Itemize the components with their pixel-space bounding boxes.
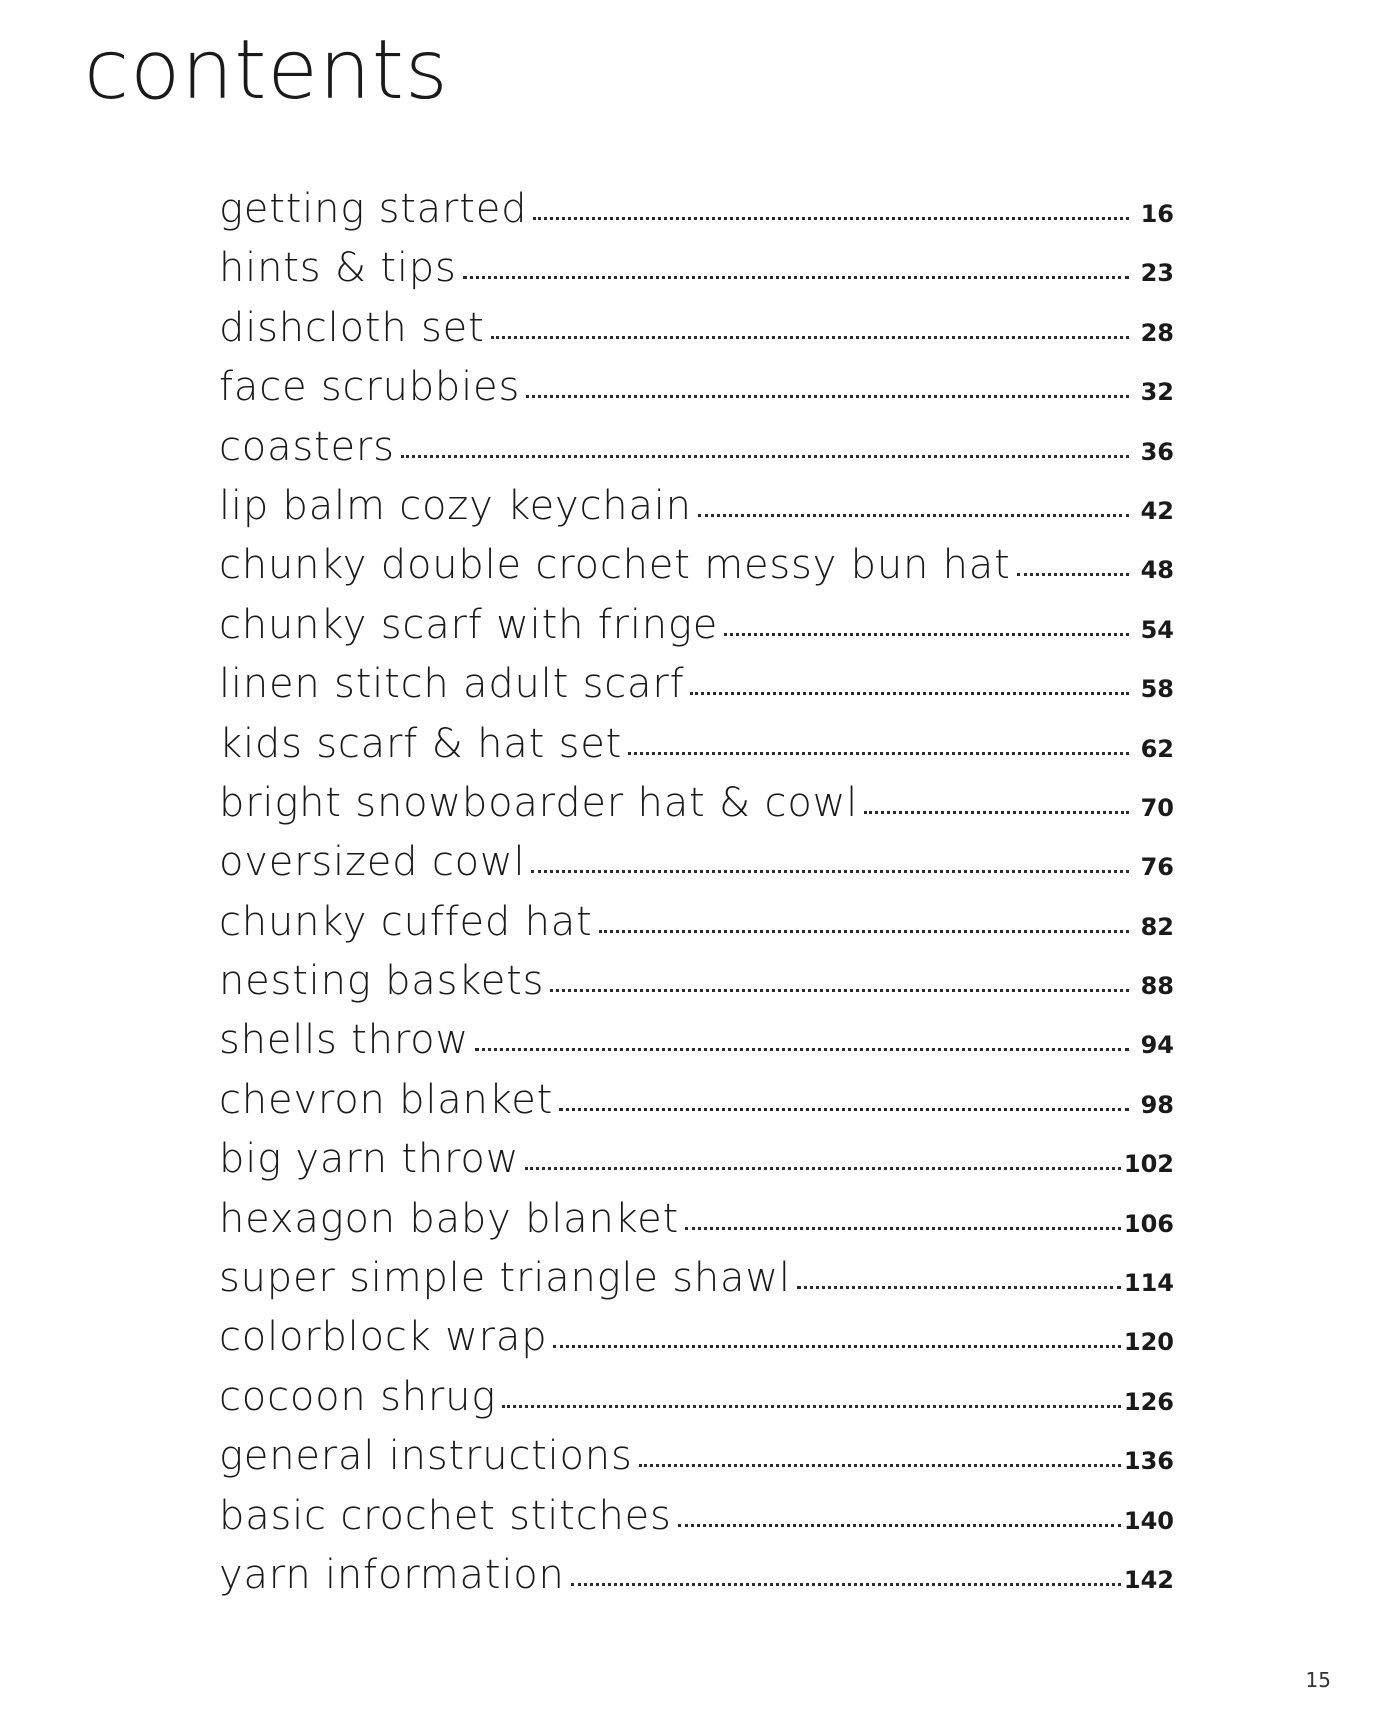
dot-leader — [553, 1344, 1120, 1348]
toc-entry[interactable] — [219, 1375, 1174, 1434]
toc-entry[interactable] — [219, 1137, 1174, 1196]
toc-entry-page: 98 — [1140, 1090, 1174, 1119]
toc-entry[interactable] — [219, 900, 1174, 959]
toc-entry-title: chunky double crochet messy bun hat — [219, 542, 1011, 589]
toc-entry[interactable] — [219, 662, 1174, 721]
toc-entry-title: basic crochet stitches — [219, 1492, 672, 1539]
toc-entry[interactable] — [219, 365, 1174, 424]
table-of-contents — [219, 187, 1174, 1612]
toc-entry-page: 142 — [1123, 1565, 1174, 1594]
toc-entry-page: 76 — [1140, 853, 1174, 882]
toc-entry-title: yarn information — [219, 1551, 565, 1598]
dot-leader — [525, 1166, 1121, 1170]
page-number: 15 — [1305, 1668, 1331, 1692]
toc-entry-page: 88 — [1140, 972, 1174, 1001]
toc-entry-title: general instructions — [219, 1433, 633, 1480]
toc-entry[interactable] — [219, 306, 1174, 365]
toc-entry[interactable] — [219, 246, 1174, 305]
toc-entry[interactable] — [219, 1197, 1174, 1256]
toc-entry-title: nesting baskets — [219, 958, 545, 1005]
toc-entry-title: big yarn throw — [219, 1136, 520, 1183]
dot-leader — [401, 454, 1129, 458]
toc-entry[interactable] — [219, 425, 1174, 484]
toc-entry-page: 54 — [1140, 615, 1174, 644]
toc-entry-page: 48 — [1140, 556, 1174, 585]
toc-entry-title: shells throw — [219, 1017, 469, 1064]
dot-leader — [685, 1226, 1121, 1230]
dot-leader — [559, 1107, 1129, 1111]
toc-entry[interactable] — [219, 484, 1174, 543]
toc-entry-title: oversized cowl — [219, 839, 526, 886]
toc-entry[interactable] — [219, 1018, 1174, 1077]
toc-entry-title: hexagon baby blanket — [219, 1195, 680, 1242]
toc-entry-page: 136 — [1123, 1447, 1174, 1476]
toc-entry[interactable] — [219, 722, 1174, 781]
toc-entry-title: colorblock wrap — [219, 1314, 548, 1361]
toc-entry-title: dishcloth set — [219, 304, 485, 351]
page-title: contents — [84, 23, 449, 118]
toc-entry-page: 102 — [1123, 1150, 1174, 1179]
dot-leader — [531, 869, 1129, 873]
dot-leader — [678, 1523, 1121, 1527]
dot-leader — [491, 335, 1129, 339]
toc-entry-page: 23 — [1140, 259, 1174, 288]
dot-leader — [628, 751, 1129, 755]
dot-leader — [1017, 572, 1129, 576]
dot-leader — [639, 1463, 1121, 1467]
toc-entry-page: 42 — [1140, 496, 1174, 525]
toc-entry[interactable] — [219, 1315, 1174, 1374]
toc-entry-page: 28 — [1140, 318, 1174, 347]
toc-entry-title: chevron blanket — [219, 1076, 554, 1123]
toc-entry-title: coasters — [219, 423, 395, 470]
toc-entry-page: 58 — [1140, 675, 1174, 704]
toc-entry-page: 32 — [1140, 378, 1174, 407]
toc-entry[interactable] — [219, 603, 1174, 662]
toc-entry-title: hints & tips — [219, 245, 457, 292]
toc-entry-page: 94 — [1140, 1031, 1174, 1060]
dot-leader — [550, 988, 1129, 992]
dot-leader — [463, 275, 1129, 279]
toc-entry[interactable] — [219, 959, 1174, 1018]
toc-entry[interactable] — [219, 1434, 1174, 1493]
dot-leader — [526, 394, 1129, 398]
toc-entry-page: 106 — [1123, 1209, 1174, 1238]
toc-entry-title: face scrubbies — [219, 364, 521, 411]
toc-entry-page: 70 — [1140, 793, 1174, 822]
dot-leader — [533, 216, 1129, 220]
dot-leader — [599, 929, 1129, 933]
toc-entry[interactable] — [219, 187, 1174, 246]
dot-leader — [571, 1582, 1121, 1586]
toc-entry-title: lip balm cozy keychain — [219, 482, 692, 529]
toc-entry[interactable] — [219, 1256, 1174, 1315]
dot-leader — [502, 1404, 1121, 1408]
toc-entry[interactable] — [219, 1078, 1174, 1137]
toc-entry-title: chunky cuffed hat — [219, 898, 593, 945]
toc-entry[interactable] — [219, 840, 1174, 899]
toc-entry-page: 36 — [1140, 437, 1174, 466]
dot-leader — [864, 810, 1129, 814]
dot-leader — [724, 632, 1129, 636]
dot-leader — [690, 691, 1129, 695]
toc-entry[interactable] — [219, 781, 1174, 840]
toc-entry-page: 114 — [1123, 1269, 1174, 1298]
dot-leader — [475, 1047, 1129, 1051]
toc-entry-page: 120 — [1123, 1328, 1174, 1357]
dot-leader — [698, 513, 1129, 517]
toc-entry[interactable] — [219, 543, 1174, 602]
toc-entry-page: 140 — [1123, 1506, 1174, 1535]
toc-entry[interactable] — [219, 1494, 1174, 1553]
toc-entry-title: cocoon shrug — [219, 1373, 497, 1420]
toc-entry-page: 62 — [1140, 734, 1174, 763]
toc-entry-title: kids scarf & hat set — [219, 720, 623, 767]
toc-entry-title: bright snowboarder hat & cowl — [219, 779, 859, 826]
dot-leader — [797, 1285, 1121, 1289]
toc-entry-page: 82 — [1140, 912, 1174, 941]
toc-entry-page: 16 — [1140, 200, 1174, 228]
toc-entry-title: linen stitch adult scarf — [219, 661, 685, 708]
toc-entry-title: super simple triangle shawl — [219, 1255, 791, 1302]
toc-entry-page: 126 — [1123, 1387, 1174, 1416]
toc-entry-title: chunky scarf with fringe — [219, 601, 719, 648]
toc-entry-title: getting started — [219, 186, 528, 232]
toc-entry[interactable] — [219, 1553, 1174, 1612]
